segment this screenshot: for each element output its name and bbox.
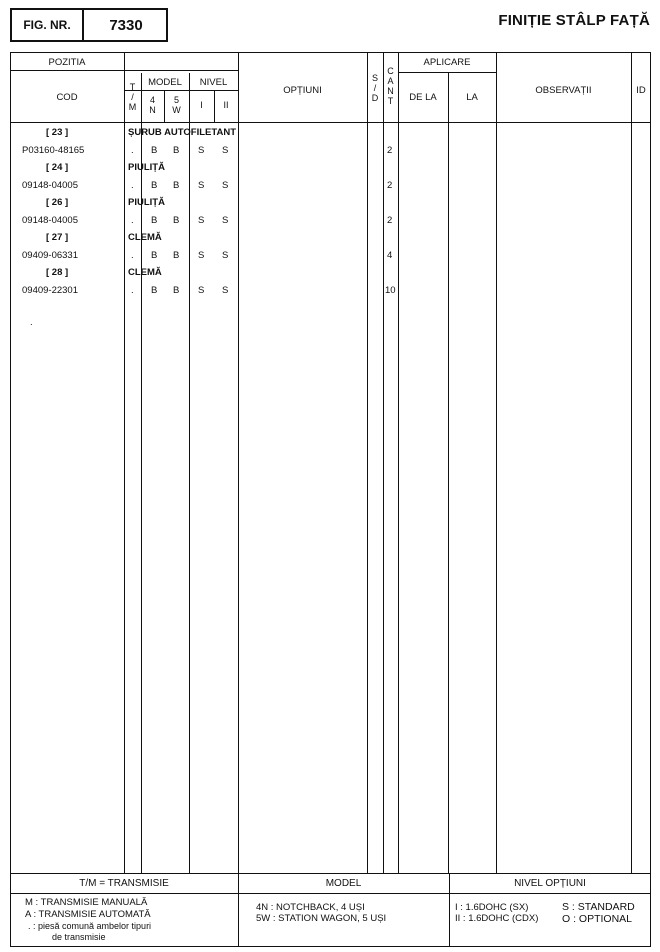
part-model-5w: B (173, 250, 180, 261)
col-line-sd (383, 52, 384, 873)
part-code: 09148-04005 (22, 215, 78, 226)
part-nivel-ii: S (222, 145, 229, 156)
part-position: [ 24 ] (46, 162, 69, 173)
part-model-5w: B (173, 285, 180, 296)
legend-tm-common: . : piesă comună ambelor tipuri (28, 921, 152, 931)
header-sd: S / D (371, 73, 379, 103)
part-nivel-i: S (198, 285, 205, 296)
part-nivel-i: S (198, 180, 205, 191)
part-model-5w: B (173, 215, 180, 226)
header-model-4n: 4 N (149, 95, 156, 115)
stray-mark: . (30, 317, 33, 328)
part-nivel-ii: S (222, 285, 229, 296)
part-nivel-ii: S (222, 215, 229, 226)
header-model-5w: 5 W (172, 95, 181, 115)
col-line-tm (141, 73, 142, 873)
header-model: MODEL (148, 77, 182, 88)
part-code: P03160-48165 (22, 145, 85, 156)
header-observatii: OBSERVAȚII (535, 85, 592, 96)
part-model-4n: B (151, 250, 158, 261)
part-quantity: 4 (387, 250, 393, 261)
divider-footer-top (10, 873, 651, 874)
part-model-4n: B (151, 180, 158, 191)
part-position: [ 28 ] (46, 267, 69, 278)
legend-model-title: MODEL (325, 878, 362, 889)
part-position: [ 27 ] (46, 232, 69, 243)
col-line-la (496, 52, 497, 873)
part-nivel-i: S (198, 250, 205, 261)
header-tm: T / M (128, 82, 137, 112)
part-tm: . (131, 285, 134, 296)
part-tm: . (131, 250, 134, 261)
header-de-la: DE LA (409, 92, 437, 103)
part-name: PIULIȚĂ (128, 197, 165, 208)
header-nivel-i: I (200, 100, 203, 110)
part-model-4n: B (151, 145, 158, 156)
col-line-observatii (631, 52, 632, 873)
legend-nivel-ii: II : 1.6DOHC (CDX) (455, 913, 539, 924)
part-quantity: 2 (387, 215, 393, 226)
figure-label: FIG. NR. (12, 9, 84, 41)
header-nivel-ii: II (223, 100, 229, 110)
header-optiuni: OPȚIUNI (283, 85, 322, 96)
col-line-cant (398, 52, 399, 873)
part-nivel-ii: S (222, 180, 229, 191)
part-position: [ 26 ] (46, 197, 69, 208)
col-line-optiuni (367, 52, 368, 873)
legend-model-5w: 5W : STATION WAGON, 5 UȘI (256, 913, 387, 924)
header-id: ID (636, 85, 646, 96)
part-quantity: 10 (385, 285, 396, 296)
part-position: [ 23 ] (46, 127, 69, 138)
part-quantity: 2 (387, 180, 393, 191)
header-aplicare: APLICARE (423, 57, 471, 68)
part-nivel-i: S (198, 145, 205, 156)
page-title: FINIȚIE STÂLP FAȚĂ (498, 12, 650, 29)
divider-footer-title (10, 893, 651, 894)
legend-nivel-i: I : 1.6DOHC (SX) (455, 902, 529, 913)
legend-tm-automatic: A : TRANSMISIE AUTOMATĂ (25, 909, 151, 920)
legend-nivel-title: NIVEL OPȚIUNI (514, 878, 586, 889)
parts-table-frame (10, 52, 651, 947)
part-tm: . (131, 180, 134, 191)
header-nivel: NIVEL (199, 77, 228, 88)
part-model-5w: B (173, 145, 180, 156)
header-la: LA (466, 92, 478, 103)
col-line-nivel (238, 52, 239, 947)
part-quantity: 2 (387, 145, 393, 156)
part-name: CLEMĂ (128, 232, 162, 243)
divider-aplicare (398, 72, 496, 73)
legend-code-standard: S : STANDARD (562, 901, 635, 913)
legend-code-optional: O : OPTIONAL (562, 913, 633, 925)
part-model-5w: B (173, 180, 180, 191)
header-cod: COD (56, 92, 78, 103)
part-tm: . (131, 145, 134, 156)
part-name: PIULIȚĂ (128, 162, 165, 173)
header-pozitia: POZITIA (48, 57, 86, 68)
part-name: ȘURUB AUTOFILETANT (128, 127, 237, 138)
col-line-model (189, 73, 190, 873)
figure-number: 7330 (109, 16, 143, 34)
part-nivel-ii: S (222, 250, 229, 261)
part-model-4n: B (151, 215, 158, 226)
legend-model-4n: 4N : NOTCHBACK, 4 UȘI (256, 902, 365, 913)
part-code: 09409-06331 (22, 250, 78, 261)
part-code: 09148-04005 (22, 180, 78, 191)
divider-header-bottom (10, 122, 651, 123)
part-nivel-i: S (198, 215, 205, 226)
part-name: CLEMĂ (128, 267, 162, 278)
part-code: 09409-22301 (22, 285, 78, 296)
col-line-dela (448, 72, 449, 873)
legend-tm-common-cont: de transmisie (52, 932, 106, 942)
col-line-cod (124, 52, 125, 873)
header-cant: C A N T (387, 66, 394, 106)
legend-tm-manual: M : TRANSMISIE MANUALĂ (25, 897, 148, 908)
legend-tm-title: T/M = TRANSMISIE (79, 878, 169, 889)
part-tm: . (131, 215, 134, 226)
part-model-4n: B (151, 285, 158, 296)
